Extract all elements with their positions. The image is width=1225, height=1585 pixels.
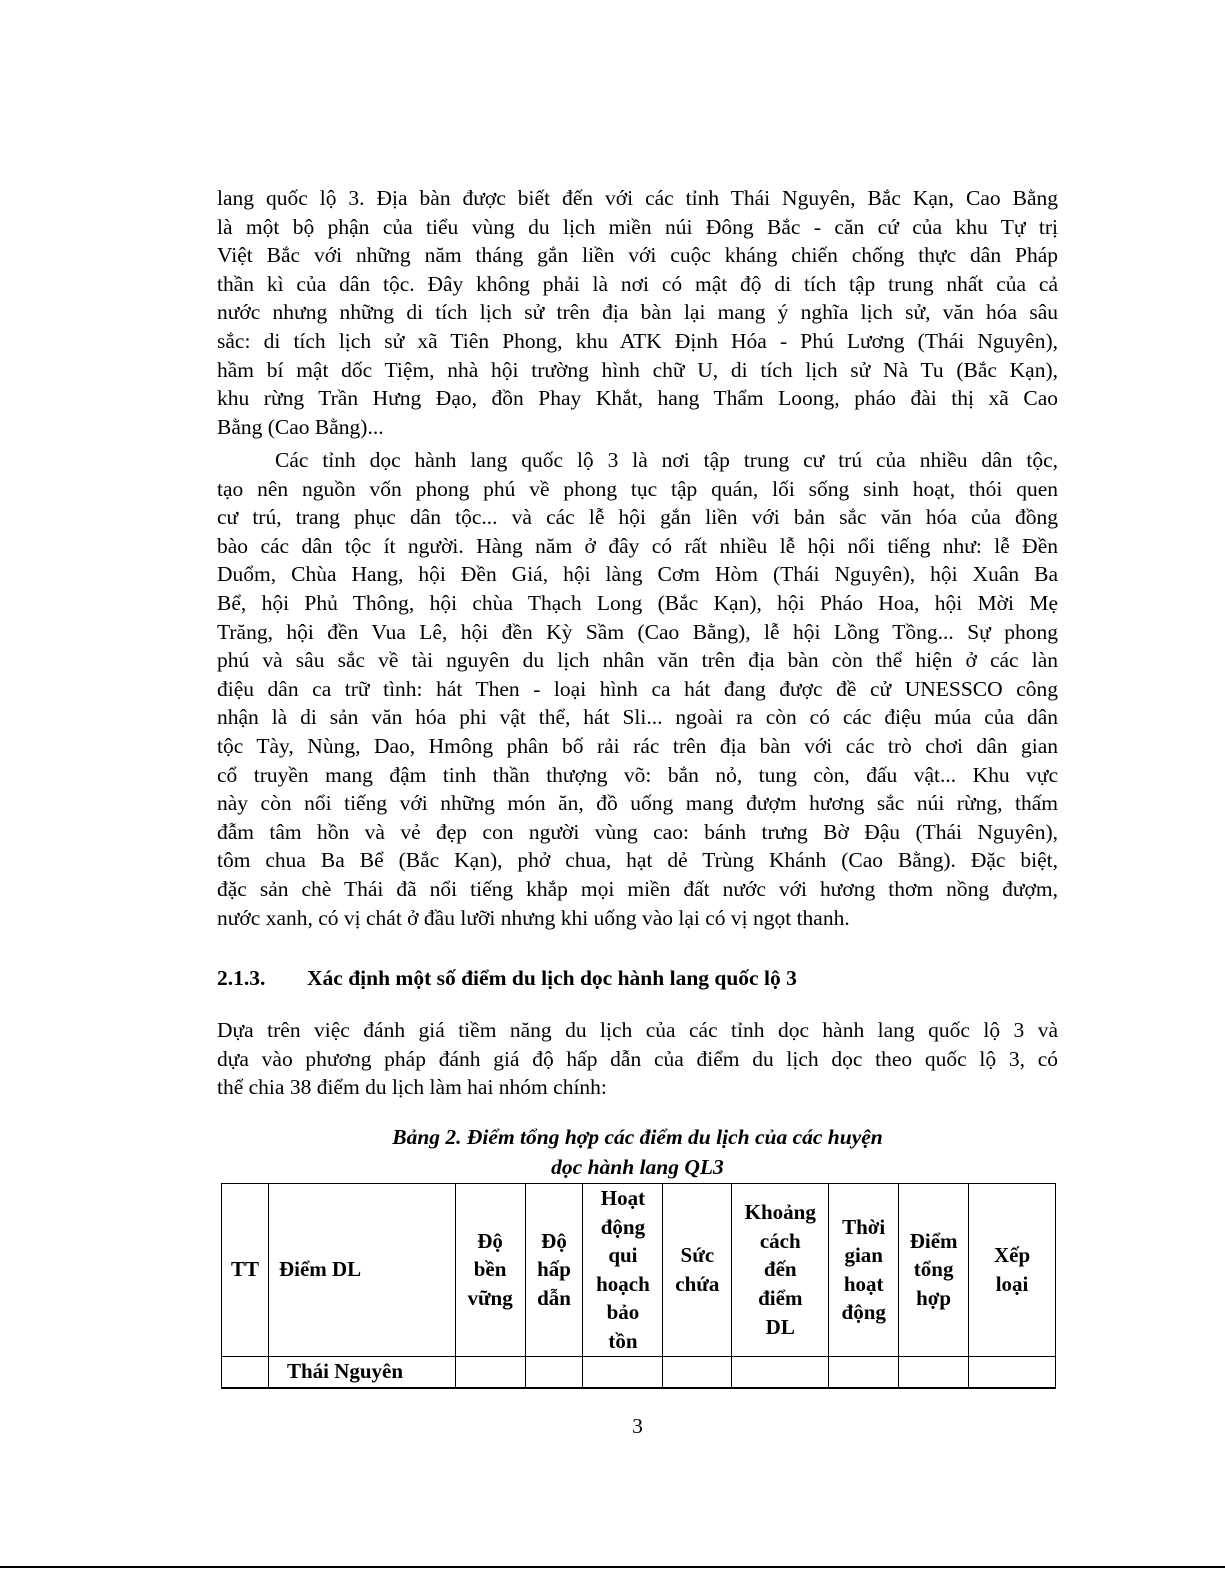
header-word: cách [759,1228,801,1253]
text-line: bào các dân tộc ít người. Hàng năm ở đây có rất nhiều lễ hội nổi tiếng như: lễ Đền [217,533,1058,558]
table-cell [899,1356,969,1388]
text-line: Trăng, hội đền Vua Lê, hội đền Kỳ Sầm (Cao Bằng), lễ hội Lồng Tồng... Sự phong [217,619,1058,644]
column-header [583,1184,663,1357]
text-line: lang quốc lộ 3. Địa bàn được biết đến với các tỉnh Thái Nguyên, Bắc Kạn, Cao Bằng [217,186,1058,210]
text-line: đẫm tâm hồn và vẻ đẹp con người vùng cao: bánh trưng Bờ Đậu (Thái Nguyên), [217,819,1058,844]
table-row [222,1356,1056,1388]
header-word: qui [608,1243,638,1268]
text-line: điệu dân ca trữ tình: hát Then - loại hình ca hát đang được đề cử UNESSCO công [217,676,1058,701]
text-line: cư trú, trang phục dân tộc... và các lễ hội gắn liền với bản sắc văn hóa của đồng [217,505,1058,530]
column-header [969,1184,1056,1357]
text-line: đặc sản chè Thái đã nổi tiếng khắp mọi miền đất nước với hương thơm nồng đượm, [217,876,1058,901]
text-line: Dựa trên việc đánh giá tiềm năng du lịch của các tỉnh dọc hành lang quốc lộ 3 và [217,1018,1058,1042]
header-word: hoạt [843,1271,884,1296]
caption-line: Bảng 2. Điểm tổng hợp các điểm du lịch của các huyện [392,1125,883,1149]
header-word: đến [763,1257,797,1282]
header-word: chứa [675,1271,720,1296]
table-cell [663,1356,732,1388]
header-word: hợp [916,1286,952,1311]
text-line: phú và sâu sắc về tài nguyên du lịch nhân văn trên địa bàn còn thể hiện ở các làn [217,648,1058,673]
text-line: tôm chua Ba Bể (Bắc Kạn), phở chua, hạt dẻ Trùng Khánh (Cao Bằng). Đặc biệt, [217,848,1058,873]
table-header-row [222,1184,1056,1357]
column-header [732,1184,829,1357]
header-word: dẫn [537,1286,571,1311]
column-header [222,1184,269,1357]
text-line: Duổm, Chùa Hang, hội Đền Giá, hội làng Cơm Hòm (Thái Nguyên), hội Xuân Ba [217,562,1058,587]
score-table [221,1183,1056,1389]
text-line: nhận là di sản văn hóa phi vật thể, hát Sli... ngoài ra còn có các điệu múa của dân [217,705,1058,730]
section-title: Xác định một số điểm du lịch dọc hành lang quốc lộ 3 [307,966,797,990]
header-word: Độ [477,1228,503,1253]
section-heading [217,966,797,991]
paragraph-1 [217,184,1058,441]
table-cell [829,1356,899,1388]
text-line: này còn nổi tiếng với những món ăn, đồ uống mang đượm hương sắc núi rừng, thấm [217,791,1058,816]
text-line: Việt Bắc với những năm tháng gắn liền với cuộc kháng chiến chống thực dân Pháp [217,243,1058,268]
header-word: Điểm DL [278,1257,362,1282]
text-line: nước xanh, có vị chát ở đầu lưỡi nhưng khi uống vào lại có vị ngọt thanh. [217,905,850,930]
text-line: nước nhưng những di tích lịch sử trên địa bàn lại mang ý nghĩa lịch sử, văn hóa sâu [217,300,1058,325]
header-word: tổng [913,1257,954,1282]
header-word: động [841,1300,886,1325]
page-bottom-rule [0,1566,1225,1568]
table-cell [732,1356,829,1388]
header-word: gian [844,1243,883,1268]
caption-line: dọc hành lang QL3 [551,1155,724,1179]
text-line: tộc Tày, Nùng, Dao, Hmông phân bố rải rác trên địa bàn với các trò chơi dân gian [217,733,1058,758]
table-cell [583,1356,663,1388]
header-word: Thời [842,1214,886,1239]
section-number: 2.1.3. [217,966,266,990]
text-line: hầm bí mật dốc Tiệm, nhà hội trường hình chữ U, di tích lịch sử Nà Tu (Bắc Kạn), [217,357,1058,382]
header-word: loại [995,1271,1029,1296]
table-cell [222,1356,269,1388]
header-word: Độ [541,1228,567,1253]
header-word: DL [765,1314,795,1339]
header-word: hoạch [596,1271,650,1296]
text-line: sắc: di tích lịch sử xã Tiên Phong, khu ATK Định Hóa - Phú Lương (Thái Nguyên), [217,328,1058,353]
text-line: là một bộ phận của tiểu vùng du lịch miền núi Đông Bắc - căn cứ của khu Tự trị [217,214,1058,239]
text-line: Các tỉnh dọc hành lang quốc lộ 3 là nơi tập trung cư trú của nhiều dân tộc, [275,448,1058,472]
text-line: tạo nên nguồn vốn phong phú về phong tục tập quán, lối sống sinh hoạt, thói quen [217,476,1058,501]
table-cell [455,1356,525,1388]
header-word: động [600,1214,646,1239]
column-header [455,1184,525,1357]
header-word: Sức [680,1243,715,1268]
header-word: Khoảng [744,1200,816,1225]
table-cell: Thái Nguyên [268,1356,455,1388]
text-line: khu rừng Trần Hưng Đạo, đồn Phay Khắt, hang Thẩm Loong, pháo đài thị xã Cao [217,386,1058,411]
header-word: bảo [606,1300,640,1325]
header-word: Hoạt [600,1186,646,1210]
text-line: dựa vào phương pháp đánh giá độ hấp dẫn của điểm du lịch dọc theo quốc lộ 3, có [217,1046,1058,1071]
text-line: Bằng (Cao Bằng)... [217,414,384,439]
header-word: TT [230,1257,259,1282]
header-word: điểm [758,1286,803,1311]
column-header [268,1184,455,1357]
column-header [663,1184,732,1357]
column-header [829,1184,899,1357]
column-header [525,1184,583,1357]
header-word: hấp [537,1257,571,1282]
header-word: Điểm [909,1228,958,1253]
text-line: thể chia 38 điểm du lịch làm hai nhóm chính: [217,1075,607,1100]
header-word: tồn [608,1328,638,1353]
header-word: vững [467,1286,513,1311]
header-word: bền [473,1257,507,1282]
column-header [899,1184,969,1357]
table-cell [969,1356,1056,1388]
text-line: Bể, hội Phủ Thông, hội chùa Thạch Long (Bắc Kạn), hội Pháo Hoa, hội Mời Mẹ [217,590,1058,615]
page-number: 3 [632,1414,643,1438]
paragraph-3 [217,1016,1058,1102]
paragraph-2 [217,446,1058,932]
table-cell [525,1356,583,1388]
text-line: cổ truyền mang đậm tinh thần thượng võ: bắn nỏ, tung còn, đấu vật... Khu vực [217,762,1058,787]
table-caption [217,1122,1058,1182]
text-line: thần kì của dân tộc. Đây không phải là nơi có mật độ di tích tập trung nhất của cả [217,271,1058,296]
header-word: Xếp [993,1243,1031,1268]
